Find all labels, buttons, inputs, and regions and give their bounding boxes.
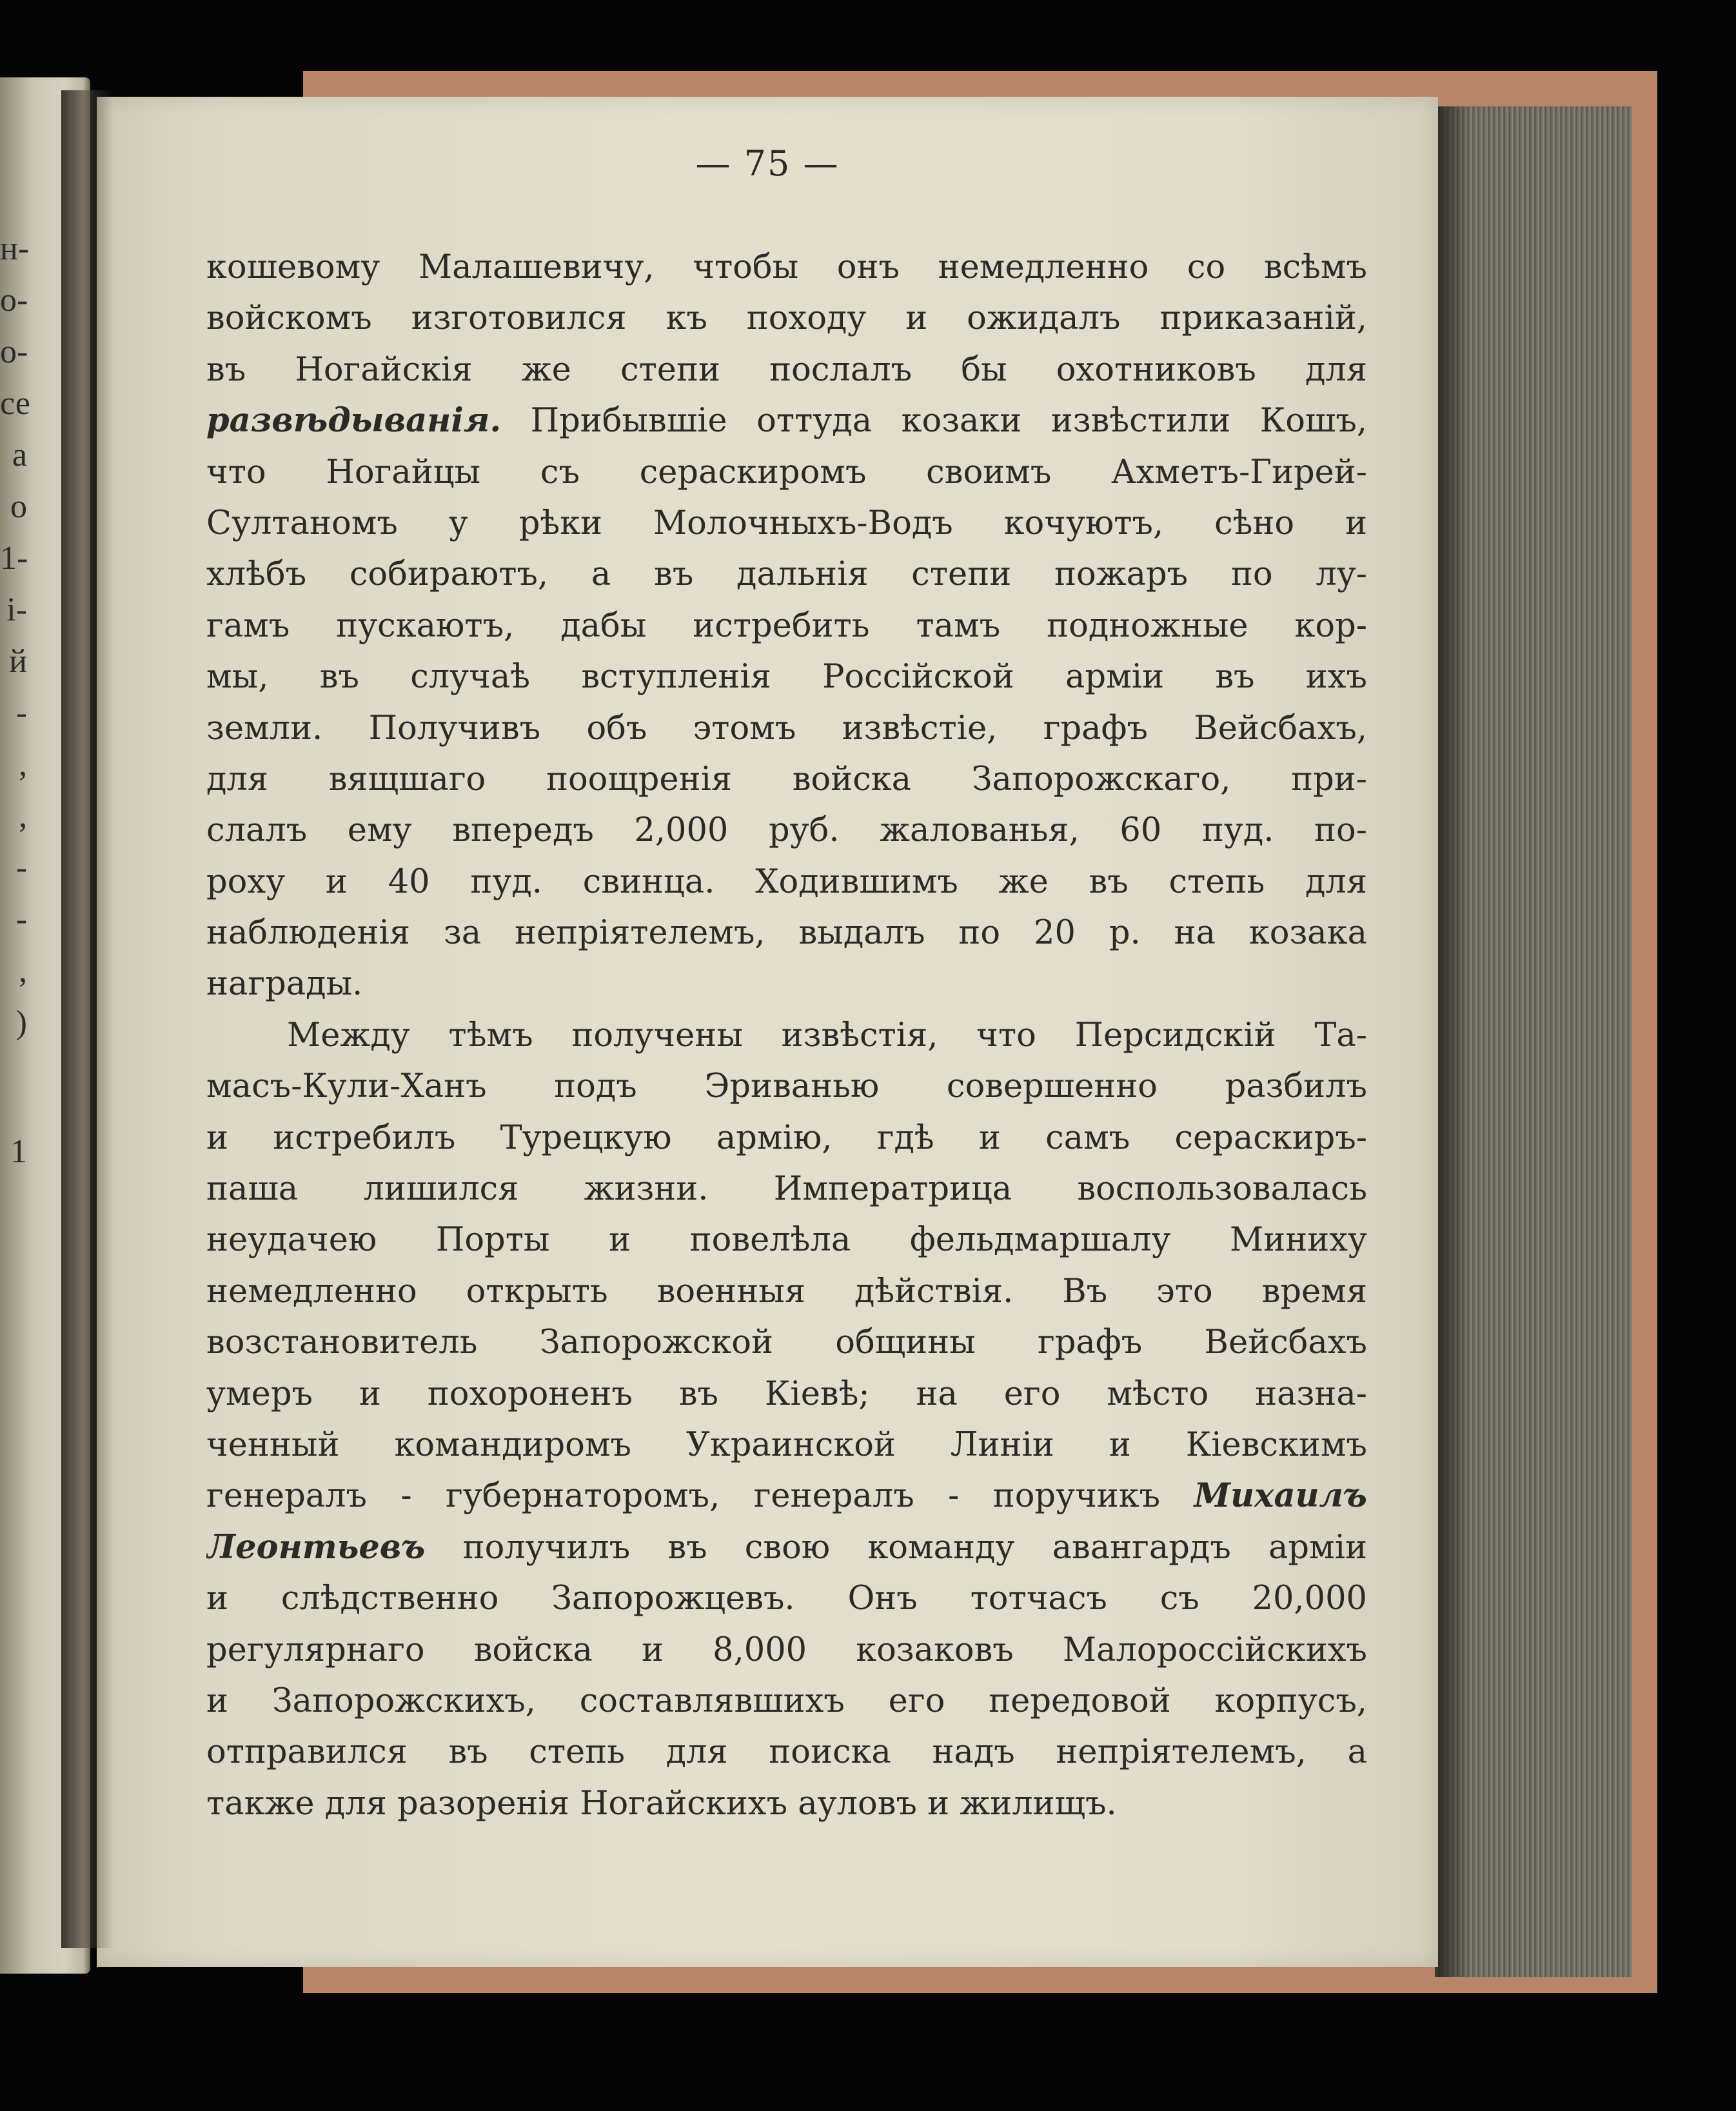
text-line: [206, 805, 1367, 856]
text-line: [206, 1522, 1367, 1573]
previous-page-fragment: н-: [0, 230, 30, 267]
text-line: [206, 1778, 1367, 1829]
previous-page-fragment: а: [12, 437, 27, 473]
text-segment: въ Ногайскія же степи послалъ бы охотниковъ для: [206, 350, 1367, 389]
text-segment: масъ-Кули-Ханъ подъ Эриванью совершенно разбилъ: [206, 1067, 1367, 1106]
text-segment: земли. Получивъ объ этомъ извѣстіе, графъ Вейсбахъ,: [206, 709, 1367, 748]
italic-text: развѣдыванія.: [206, 401, 502, 441]
text-segment: кошевому Малашевичу, чтобы онъ немедленно со всѣмъ: [206, 248, 1367, 286]
text-line: [206, 651, 1367, 702]
text-line: [206, 293, 1367, 344]
text-line: [206, 754, 1367, 805]
text-segment: регулярнаго войска и 8,000 козаковъ Малороссійскихъ: [206, 1630, 1367, 1669]
italic-text: Леонтьевъ: [206, 1527, 426, 1567]
text-segment: и слѣдственно Запорожцевъ. Онъ тотчасъ съ 20,000: [206, 1580, 1367, 1618]
text-segment: и Запорожскихъ, составлявшихъ его передовой корпусъ,: [206, 1681, 1367, 1720]
previous-page-fragment: ,: [19, 953, 27, 989]
text-line: [206, 498, 1367, 549]
text-segment: возстановитель Запорожской общины графъ Вейсбахъ: [206, 1323, 1367, 1362]
text-line: [206, 1625, 1367, 1676]
text-segment: ченный командиромъ Украинской Линіи и Кіевскимъ: [206, 1425, 1367, 1464]
previous-page-fragment: й: [9, 643, 27, 680]
text-segment: и истребилъ Турецкую армію, гдѣ и самъ сераскиръ-: [206, 1118, 1367, 1157]
text-line: [206, 549, 1367, 600]
text-segment: для вящшаго поощренія войска Запорожскаго, при-: [206, 760, 1367, 798]
text-segment: паша лишился жизни. Императрица воспользовалась: [206, 1170, 1367, 1209]
text-segment: что Ногайцы съ сераскиромъ своимъ Ахметъ-Гирей-: [206, 453, 1367, 491]
text-segment: наблюденія за непріятелемъ, выдалъ по 20 р. на козака: [206, 914, 1367, 953]
previous-page-fragment: се: [0, 385, 30, 422]
text-segment: награды.: [206, 965, 363, 1004]
text-segment: гамъ пускаютъ, дабы истребить тамъ подножные кор-: [206, 606, 1367, 645]
previous-page-fragment: -: [15, 695, 27, 731]
previous-page-fragment: о: [10, 488, 27, 525]
text-line: [206, 1164, 1367, 1214]
text-line: [206, 1471, 1367, 1521]
text-line: [206, 1317, 1367, 1368]
text-line: [206, 447, 1367, 498]
text-line: [206, 1214, 1367, 1265]
text-line: [206, 1369, 1367, 1420]
text-segment: роху и 40 пуд. свинца. Ходившимъ же въ степь для: [206, 862, 1367, 901]
text-line: [206, 395, 1367, 446]
text-line: [206, 344, 1367, 395]
text-line: [206, 1266, 1367, 1317]
previous-page-fragment: 1: [10, 1133, 27, 1170]
text-segment: генералъ - губернаторомъ, генералъ - поручикъ: [206, 1477, 1194, 1516]
text-segment: отправился въ степь для поиска надъ непріятелемъ, а: [206, 1733, 1367, 1772]
text-segment: мы, въ случаѣ вступленія Россійской арміи въ ихъ: [206, 658, 1367, 697]
text-segment: также для разоренія Ногайскихъ ауловъ и жилищъ.: [206, 1784, 1117, 1823]
text-segment: войскомъ изготовился къ походу и ожидалъ приказаній,: [206, 299, 1367, 338]
paragraph-2: [206, 1010, 1367, 1829]
text-line: [206, 958, 1367, 1009]
text-segment: хлѣбъ собираютъ, а въ дальнія степи пожаръ по лу-: [206, 555, 1367, 594]
previous-page-fragment: -: [15, 901, 27, 938]
text-line: [206, 1573, 1367, 1624]
previous-page-fragment: -: [15, 849, 27, 886]
previous-page-fragment: і-: [6, 591, 27, 628]
text-line: [206, 1113, 1367, 1164]
text-line: [206, 242, 1367, 293]
page-text: [206, 242, 1367, 1829]
text-line: [206, 1061, 1367, 1112]
text-line: [206, 1727, 1367, 1778]
text-line: [206, 857, 1367, 907]
text-line: [206, 1676, 1367, 1727]
text-segment: слалъ ему впередъ 2,000 руб. жалованья, 60 пуд. по-: [206, 811, 1367, 850]
previous-page-fragment: о-: [0, 333, 28, 370]
text-line: [206, 703, 1367, 754]
text-segment: получилъ въ свою команду авангардъ арміи: [425, 1528, 1367, 1567]
text-segment: Прибывшіе оттуда козаки извѣстили Кошъ,: [501, 402, 1367, 441]
text-segment: умеръ и похороненъ въ Кіевѣ; на его мѣсто назна-: [206, 1374, 1367, 1413]
previous-page-fragment: 1-: [0, 540, 28, 577]
previous-page-fragment: о-: [0, 282, 28, 319]
text-segment: Султаномъ у рѣки Молочныхъ-Водъ кочуютъ, сѣно и: [206, 504, 1367, 542]
book-gutter: [61, 90, 113, 1948]
previous-page-fragment: ): [15, 1004, 27, 1041]
text-line: [206, 600, 1367, 651]
book-page: [97, 97, 1438, 1967]
text-segment: Между тѣмъ получены извѣстія, что Персидскій Та-: [287, 1016, 1367, 1055]
previous-page-fragment: ,: [19, 798, 27, 835]
text-line: [206, 907, 1367, 958]
text-segment: немедленно открыть военныя дѣйствія. Въ это время: [206, 1272, 1367, 1311]
text-segment: неудачею Порты и повелѣла фельдмаршалу Миниху: [206, 1221, 1367, 1260]
italic-text: Михаилъ: [1194, 1476, 1367, 1516]
previous-page-fragment: ,: [19, 746, 27, 783]
paragraph-1: [206, 242, 1367, 1010]
text-line: [206, 1420, 1367, 1471]
page-number: — 75 —: [695, 143, 840, 184]
text-line: [206, 1010, 1367, 1061]
